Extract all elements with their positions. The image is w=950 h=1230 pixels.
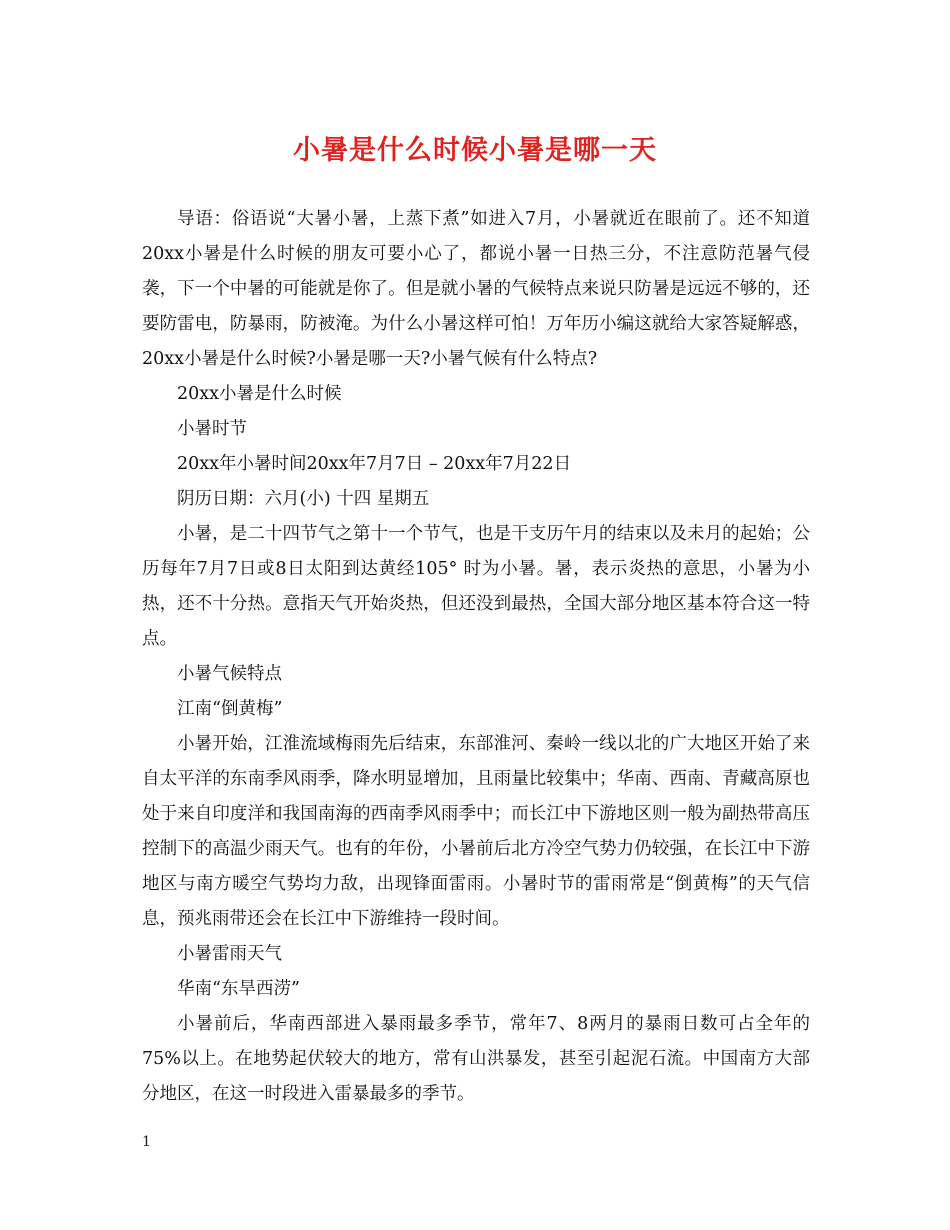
document-title: 小暑是什么时候小暑是哪一天 bbox=[293, 135, 657, 166]
body-paragraph: 小暑开始，江淮流域梅雨先后结束，东部淮河、秦岭一线以北的广大地区开始了来自太平洋的东南季风雨季，降水明显增加，且雨量比较集中；华南、西南、青藏高原也处于来自印度洋和我国南海的西南季风雨季中；而长江中下游地区则一般为副热带高压控制下的高温少雨天气。也有的年份，小暑前后北方冷空气势力仍较强，在长江中下游地区与南方暖空气势均力敌，出现锋面雷雨。小暑时节的雷雨常是“倒黄梅”的天气信息，预兆雨带还会在长江中下游维持一段时间。 bbox=[142, 734, 810, 929]
page-number: 1 bbox=[142, 1134, 151, 1150]
intro-paragraph: 导语：俗语说“大暑小暑，上蒸下煮”如进入7月，小暑就近在眼前了。还不知道20xx小暑是什么时候的朋友可要小心了，都说小暑一日热三分，不注意防范暑气侵袭，下一个中暑的可能就是你了。但是就小暑的气候特点来说只防暑是远远不够的，还要防雷电，防暴雨，防被淹。为什么小暑这样可怕！万年历小编这就给大家答疑解惑，20xx小暑是什么时候?小暑是哪一天?小暑气候有什么特点? bbox=[142, 209, 810, 369]
lunar-date-line: 阴历日期：六月(小) 十四 星期五 bbox=[177, 489, 430, 509]
body-paragraph: 小暑，是二十四节气之第十一个节气，也是干支历午月的结束以及未月的起始；公历每年7月7日或8日太阳到达黄经105° 时为小暑。暑，表示炎热的意思，小暑为小热，还不十分热。意指天气开始炎热，但还没到最热，全国大部分地区基本符合这一特点。 bbox=[142, 524, 810, 649]
body-paragraph: 小暑前后，华南西部进入暴雨最多季节，常年7、8两月的暴雨日数可占全年的75%以上。在地势起伏较大的地方，常有山洪暴发，甚至引起泥石流。中国南方大部分地区，在这一时段进入雷暴最多的季节。 bbox=[142, 1014, 810, 1104]
section-heading: 江南“倒黄梅” bbox=[177, 699, 283, 719]
document-body bbox=[142, 202, 810, 1112]
section-heading: 小暑雷雨天气 bbox=[177, 944, 282, 964]
section-heading: 20xx小暑是什么时候 bbox=[177, 384, 342, 404]
section-heading: 华南“东旱西涝” bbox=[177, 979, 300, 999]
section-heading: 小暑时节 bbox=[177, 419, 247, 439]
section-heading: 小暑气候特点 bbox=[177, 664, 282, 684]
date-line: 20xx年小暑时间20xx年7月7日 – 20xx年7月22日 bbox=[177, 454, 572, 474]
